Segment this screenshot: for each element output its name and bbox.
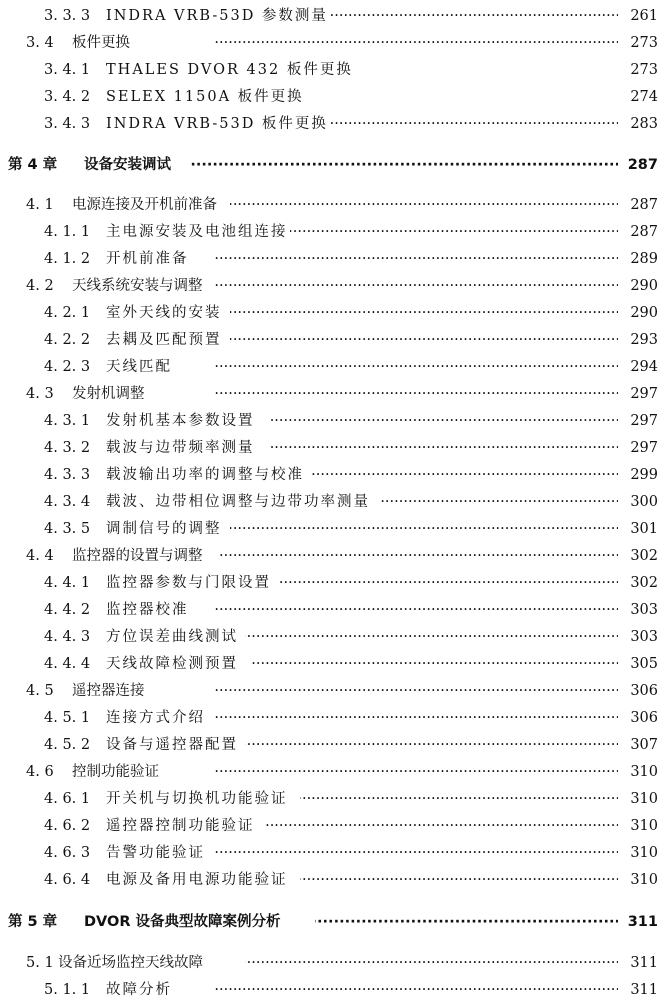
toc-leader-dots	[245, 951, 620, 975]
toc-leader-dots	[245, 733, 620, 757]
toc-entry-page: 311	[618, 910, 658, 934]
toc-entry-number: 4. 4. 3	[44, 629, 91, 645]
toc-entry-number: 3. 4. 3	[44, 116, 91, 132]
toc-entry-number: 3. 4. 2	[44, 89, 91, 105]
toc-entry-page: 290	[618, 274, 658, 298]
toc-entry-page: 307	[618, 733, 658, 757]
toc-entry-page: 261	[618, 4, 658, 28]
toc-entry-number: 4. 3. 5	[44, 521, 91, 537]
toc-entry-number: 4. 2	[26, 278, 54, 294]
toc-entry-number: 4. 6. 1	[44, 791, 91, 807]
toc-entry-page: 302	[618, 571, 658, 595]
toc-entry-title: 监控器校准	[106, 598, 190, 622]
toc-entry-page: 305	[618, 652, 658, 676]
toc-entry-page: 297	[618, 409, 658, 433]
toc-chapter	[0, 153, 660, 177]
toc-entry	[0, 814, 660, 838]
toc-entry-number: 3. 4. 1	[44, 62, 91, 78]
toc-entry-number: 5. 1	[26, 955, 54, 971]
toc-entry	[0, 571, 660, 595]
toc-leader-dots	[170, 760, 620, 784]
toc-entry-title: 天线系统安装与调整	[72, 274, 204, 298]
toc-entry-number: 4. 3. 4	[44, 494, 91, 510]
toc-entry-page: 273	[618, 31, 658, 55]
toc-entry-number: 4. 2. 1	[44, 305, 91, 321]
toc-entry	[0, 193, 660, 217]
toc-leader-dots	[315, 910, 620, 934]
toc-entry-number: 4. 3. 1	[44, 413, 91, 429]
toc-entry	[0, 544, 660, 568]
toc-entry-number: 4. 2. 2	[44, 332, 91, 348]
toc-leader-dots	[190, 598, 620, 622]
toc-leader-dots	[230, 301, 620, 325]
toc-entry-page: 311	[618, 951, 658, 975]
toc-entry-page: 289	[618, 247, 658, 271]
toc-entry-title: 故障分析	[106, 978, 173, 1002]
toc-entry	[0, 787, 660, 811]
toc-entry-title: 室外天线的安装	[106, 301, 223, 325]
toc-entry-number: 4. 4. 1	[44, 575, 91, 591]
toc-entry-number: 4. 1. 1	[44, 224, 91, 240]
toc-entry-number: 4. 4. 2	[44, 602, 91, 618]
toc-leader-dots	[210, 274, 620, 298]
toc-leader-dots	[310, 463, 620, 487]
toc-entry-title: 开关机与切换机功能验证	[106, 787, 289, 811]
toc-entry-title: 电源连接及开机前准备	[72, 193, 218, 217]
toc-entry	[0, 85, 660, 109]
toc-entry-number: 4. 6	[26, 764, 54, 780]
toc-entry-page: 293	[618, 328, 658, 352]
toc-entry-number: 4. 1. 2	[44, 251, 91, 267]
toc-entry-page: 273	[618, 58, 658, 82]
toc-entry	[0, 733, 660, 757]
toc-entry-title: 发射机调整	[72, 382, 146, 406]
toc-entry-title: 天线故障检测预置	[106, 652, 239, 676]
toc-entry-number: 4. 4	[26, 548, 54, 564]
toc-entry-title: SELEX 1150A 板件更换	[106, 85, 305, 109]
toc-leader-dots	[230, 328, 620, 352]
toc-leader-dots	[250, 652, 620, 676]
toc-leader-dots	[270, 436, 620, 460]
toc-entry	[0, 382, 660, 406]
toc-entry-page: 303	[618, 625, 658, 649]
toc-entry	[0, 517, 660, 541]
toc-entry-title: 开机前准备	[106, 247, 190, 271]
toc-entry-number: 5. 1. 1	[44, 982, 91, 998]
toc-leader-dots	[270, 409, 620, 433]
toc-entry-page: 287	[618, 193, 658, 217]
toc-entry-title: 遥控器连接	[72, 679, 146, 703]
toc-entry-title: 监控器的设置与调整	[72, 544, 204, 568]
toc-chapter-title: DVOR 设备典型故障案例分析	[84, 910, 282, 934]
toc-chapter-number: 第 5 章	[8, 914, 58, 930]
toc-entry	[0, 220, 660, 244]
toc-entry	[0, 247, 660, 271]
toc-entry	[0, 112, 660, 136]
toc-entry-title: 载波、边带相位调整与边带功率测量	[106, 490, 371, 514]
toc-entry-number: 4. 5. 2	[44, 737, 91, 753]
toc-chapter	[0, 910, 660, 934]
toc-entry-page: 297	[618, 436, 658, 460]
toc-entry-number: 4. 5. 1	[44, 710, 91, 726]
toc-entry-page: 310	[618, 814, 658, 838]
toc-leader-dots	[190, 247, 620, 271]
toc-entry-title: 板件更换	[72, 31, 131, 55]
toc-entry	[0, 355, 660, 379]
toc-leader-dots	[265, 814, 620, 838]
toc-entry-number: 4. 3. 3	[44, 467, 91, 483]
toc-chapter-title: 设备安装调试	[84, 153, 172, 177]
toc-entry-title: 电源及备用电源功能验证	[106, 868, 289, 892]
toc-leader-dots	[290, 220, 620, 244]
toc-entry-title: 连接方式介绍	[106, 706, 206, 730]
toc-leader-dots	[140, 31, 620, 55]
toc-entry-title: 调制信号的调整	[106, 517, 223, 541]
toc-leader-dots	[150, 679, 620, 703]
toc-entry-page: 306	[618, 679, 658, 703]
toc-entry-page: 299	[618, 463, 658, 487]
toc-entry	[0, 652, 660, 676]
toc-entry-page: 306	[618, 706, 658, 730]
toc-leader-dots	[150, 382, 620, 406]
toc-leader-dots	[280, 571, 620, 595]
toc-entry-page: 311	[618, 978, 658, 1002]
toc-entry	[0, 436, 660, 460]
toc-entry-page: 310	[618, 787, 658, 811]
toc-entry-page: 287	[618, 153, 658, 177]
toc-entry	[0, 679, 660, 703]
toc-leader-dots	[180, 978, 620, 1002]
toc-entry-page: 300	[618, 490, 658, 514]
toc-entry-title: 载波与边带频率测量	[106, 436, 256, 460]
toc-entry-title: 控制功能验证	[72, 760, 160, 784]
toc-leader-dots	[245, 625, 620, 649]
toc-leader-dots	[290, 4, 620, 28]
toc-entry	[0, 31, 660, 55]
toc-leader-dots	[210, 841, 620, 865]
toc-entry-number: 4. 5	[26, 683, 54, 699]
toc-entry-number: 4. 2. 3	[44, 359, 91, 375]
toc-entry	[0, 409, 660, 433]
toc-entry	[0, 274, 660, 298]
toc-entry-title: INDRA VRB-53D 板件更换	[106, 112, 329, 136]
toc-entry-page: 310	[618, 760, 658, 784]
toc-entry	[0, 328, 660, 352]
toc-entry-title: 主电源安装及电池组连接	[106, 220, 289, 244]
toc-entry-page: 294	[618, 355, 658, 379]
toc-entry	[0, 4, 660, 28]
toc-leader-dots	[180, 355, 620, 379]
toc-entry-number: 4. 4. 4	[44, 656, 91, 672]
toc-entry-page: 290	[618, 301, 658, 325]
toc-entry	[0, 598, 660, 622]
toc-chapter-number: 第 4 章	[8, 157, 58, 173]
toc-entry-title: 发射机基本参数设置	[106, 409, 256, 433]
toc-entry	[0, 868, 660, 892]
toc-entry-page: 301	[618, 517, 658, 541]
toc-entry	[0, 760, 660, 784]
toc-entry-page: 287	[618, 220, 658, 244]
toc-entry	[0, 625, 660, 649]
toc-leader-dots	[300, 868, 620, 892]
toc-entry	[0, 841, 660, 865]
toc-leader-dots	[220, 544, 620, 568]
toc-entry-number: 4. 6. 4	[44, 872, 91, 888]
toc-entry-number: 3. 3. 3	[44, 8, 91, 24]
toc-entry-title: 监控器参数与门限设置	[106, 571, 272, 595]
toc-leader-dots	[190, 153, 620, 177]
toc-entry	[0, 301, 660, 325]
toc-entry	[0, 951, 660, 975]
toc-entry-title: 天线匹配	[106, 355, 173, 379]
toc-leader-dots	[230, 517, 620, 541]
toc-entry-title: 去耦及匹配预置	[106, 328, 223, 352]
toc-leader-dots	[290, 112, 620, 136]
toc-entry-title: 设备近场监控天线故障	[58, 951, 204, 975]
toc-entry	[0, 490, 660, 514]
toc-entry-page: 274	[618, 85, 658, 109]
toc-entry-number: 4. 3. 2	[44, 440, 91, 456]
toc-entry-page: 303	[618, 598, 658, 622]
toc-leader-dots	[230, 193, 620, 217]
toc-entry-title: THALES DVOR 432 板件更换	[106, 58, 354, 82]
toc-entry-title: 方位误差曲线测试	[106, 625, 239, 649]
toc-entry-page: 283	[618, 112, 658, 136]
toc-entry-number: 4. 6. 3	[44, 845, 91, 861]
toc-entry-page: 297	[618, 382, 658, 406]
toc-entry-number: 3. 4	[26, 35, 54, 51]
toc-entry	[0, 706, 660, 730]
toc-entry	[0, 978, 660, 1002]
toc-entry-title: 遥控器控制功能验证	[106, 814, 256, 838]
toc-entry-page: 310	[618, 868, 658, 892]
toc-entry-title: INDRA VRB-53D 参数测量	[106, 4, 329, 28]
toc-entry-number: 4. 1	[26, 197, 54, 213]
toc-leader-dots	[300, 787, 620, 811]
toc-entry-page: 302	[618, 544, 658, 568]
toc-entry-page: 310	[618, 841, 658, 865]
toc-entry-number: 4. 6. 2	[44, 818, 91, 834]
toc-entry-title: 告警功能验证	[106, 841, 206, 865]
toc-entry-title: 设备与遥控器配置	[106, 733, 239, 757]
toc-leader-dots	[380, 490, 620, 514]
toc-entry	[0, 463, 660, 487]
toc-leader-dots	[210, 706, 620, 730]
toc-entry-title: 载波输出功率的调整与校准	[106, 463, 305, 487]
toc-entry-number: 4. 3	[26, 386, 54, 402]
toc-entry	[0, 58, 660, 82]
